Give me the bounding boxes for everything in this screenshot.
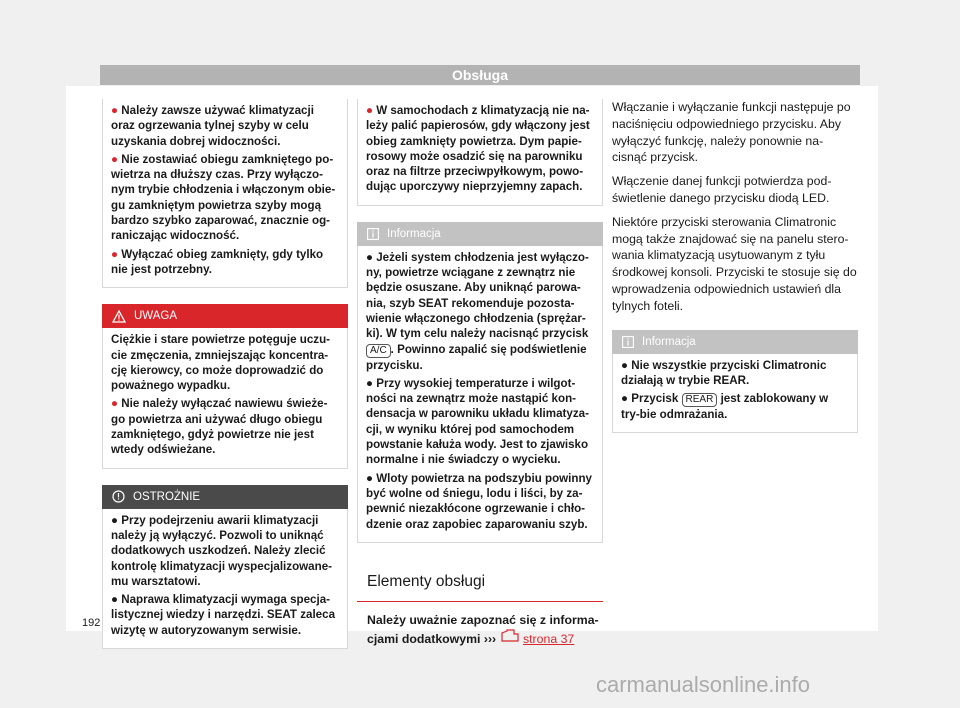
caution-circle-icon <box>112 490 125 503</box>
section-title: Elementy obsługi <box>357 565 603 602</box>
bullet-item: ● Przy podejrzeniu awarii klimatyzacji należy ją wyłączyć. Pozwoli to uniknąć dodatkowych uszkodzeń. Należy zlecić kontrolę klimatyzacji wyspecjalizowane-mu warsztatowi. <box>111 513 333 588</box>
info-header: Informacja <box>357 222 603 246</box>
cross-reference: Należy uważnie zapoznać się z informa-cjami dodatkowymi ››› strona 37 <box>367 612 599 646</box>
smoking-note-box <box>357 99 603 206</box>
bullet-item: ● Wyłączać obieg zamknięty, gdy tylko nie jest potrzebny. <box>111 247 324 276</box>
bullet-item: ● Nie należy wyłączać nawiewu świeże-go powietrza ani używać długo obiegu zamkniętego, gdyż powietrze nie jest wtedy odświeżane. <box>111 397 328 457</box>
bullet-item: ● W samochodach z klimatyzacją nie na-leży palić papierosów, gdy włączony jest obieg zamknięty powietrza. Dym papie-rosowy może osadzić się na parowniku oraz na filtrze przeciwpyłkowym, powo-dując uporczywy nieprzyjemny zapach. <box>366 104 590 194</box>
uwaga-box: Ciężkie i stare powietrze potęguje uczu-cie zmęczenia, zmniejszając koncentra-cję kierowcy, co może doprowadzić do poważnego wypadku. ● Nie należy wyłączać nawiewu świeże-go powietrza ani używać długo obiegu zamkniętego, gdyż powietrze nie jest wtedy odświeżane. <box>102 328 348 468</box>
bullet-item: ● Wloty powietrza na podszybiu powinny być wolne od śniegu, lodu i liści, by za-pewnić niezakłócone ogrzewanie i chło-dzenie oraz zapobiec zaparowaniu szyb. <box>366 471 593 531</box>
warning-continuation-box <box>102 99 348 288</box>
bullet-item: ● Nie wszystkie przyciski Climatronic działają w trybie REAR. <box>621 358 827 387</box>
watermark: carmanualsonline.info <box>596 672 811 697</box>
info-box <box>612 354 858 434</box>
ostroznie-header: OSTROŻNIE <box>102 485 348 509</box>
bullet-item: ● Przy wysokiej temperaturze i wilgot-ności na zewnątrz może nastąpić kon-densacja w parowniku układu klimatyza-cji, w wyniku której pod samochodem powstanie kałuża wody. Jest to zjawisko normalne i nie świadczy o wycieku. <box>366 376 589 467</box>
column-1 <box>102 99 348 649</box>
body-text: Włączanie i wyłączanie funkcji następuje po naciśnięciu odpowiedniego przycisku. Aby wyłączyć funkcję, należy ponownie na-cisnąć przycisk. Włączenie danej funkcji potwierdza pod-świetlenie danego przycisku diodą LED. Niektóre przyciski sterowania Climatronic mogą także znajdować się na panelu stero-wania klimatyzacją usytuowanym z tyłu środkowej konsoli. Przyciski te stosuje się do wprowadzenia odpowiednich ustawień dla tylnych foteli. <box>612 100 857 313</box>
info-icon <box>622 336 634 348</box>
info-header: Informacja <box>612 330 858 354</box>
bullet-item: ● Naprawa klimatyzacji wymaga specja-listycznej wiedzy i narzędzi. SEAT zaleca wizytę w autoryzowanym serwisie. <box>111 593 336 637</box>
column-3 <box>612 99 858 433</box>
page-reference-link[interactable]: strona 37 <box>522 631 575 646</box>
header-title: Obsługa <box>100 65 860 85</box>
bullet-icon: ● <box>111 152 119 166</box>
column-2 <box>357 99 603 647</box>
uwaga-header: UWAGA <box>102 304 348 328</box>
book-reference-icon <box>500 629 520 643</box>
info-icon <box>367 228 379 240</box>
info-box <box>357 246 603 543</box>
bullet-item: ● Jeżeli system chłodzenia jest wyłączo-ny, powietrze wciągane z zewnątrz nie będzie osuszane. Aby uniknąć parowa-nia, szyb SEAT rekomenduje pozosta-wienie włączonego chłodzenia (sprężar-ki). W tym celu należy nacisnąć przycisk A/C . Powinno zapalić się podświetlenie przycisku. <box>366 250 589 372</box>
bullet-icon: ● <box>111 104 119 117</box>
bullet-item: ● Przycisk REAR jest zablokowany w try-bie odmrażania. <box>621 392 829 422</box>
ac-button-key: A/C <box>366 344 391 358</box>
page-number: 192 <box>82 617 101 629</box>
bullet-icon: ● <box>366 104 374 117</box>
bullet-item: ● Należy zawsze używać klimatyzacji oraz ogrzewania tylnej szyby w celu uzyskania dobrej widoczności. <box>111 104 314 148</box>
bullet-icon: ● <box>111 247 119 261</box>
warning-triangle-icon <box>112 310 126 323</box>
ostroznie-box <box>102 509 348 649</box>
bullet-item: ● Nie zostawiać obiegu zamkniętego po-wietrza na dłuższy czas. Przy wyłączo-nym trybie chłodzenia i włączonym obie-gu zamkniętym powietrza szyby mogą bardzo szybko zaparować, znacznie og-raniczając widoczność. <box>111 152 336 243</box>
rear-button-key: REAR <box>682 393 718 407</box>
bullet-icon: ● <box>111 397 119 411</box>
